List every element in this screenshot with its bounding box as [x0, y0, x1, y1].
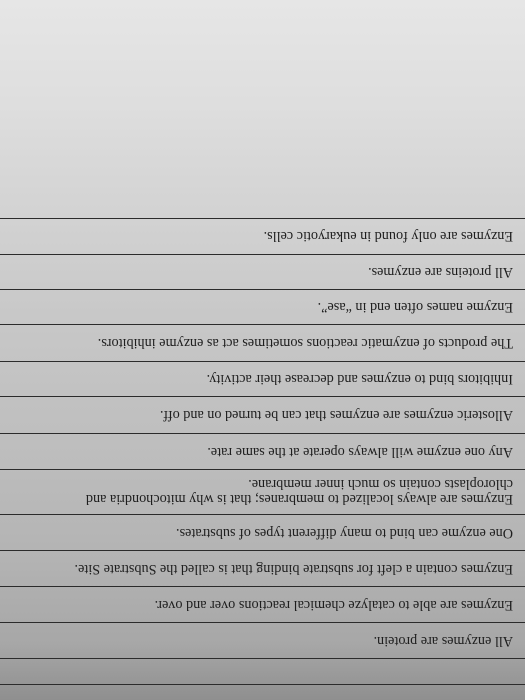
- statement-table: [0, 218, 525, 685]
- statement-row: [0, 586, 525, 622]
- statement-row: [0, 433, 525, 469]
- statement-text: Enzymes are only found in eukaryotic cells.: [263, 228, 513, 244]
- statement-text: All proteins are enzymes.: [368, 264, 513, 280]
- statement-row: [0, 396, 525, 433]
- statement-text: Allosteric enzymes are enzymes that can be turned on and off.: [159, 407, 513, 423]
- statement-text: Inhibitors bind to enzymes and decrease their activity.: [206, 371, 513, 387]
- statement-text: Enzymes are able to catalyze chemical reactions over and over.: [154, 597, 513, 613]
- statement-row: [0, 469, 525, 514]
- statement-text: Enzymes are always localized to membranes; that is why mitochondria and chloroplasts contain so much inner membrane.: [85, 476, 513, 507]
- statement-row: [0, 550, 525, 586]
- statement-text: Enzyme names often end in “ase”.: [317, 299, 513, 315]
- statement-text: One enzyme can bind to many different types of substrates.: [176, 525, 513, 541]
- statement-row: [0, 254, 525, 289]
- statement-row: [0, 218, 525, 254]
- statement-text: All enzymes are protein.: [373, 633, 513, 649]
- statement-text: Any one enzyme will always operate at the same rate.: [207, 444, 513, 460]
- statement-text: Enzymes contain a cleft for substrate binding that is called the Substrate Site.: [74, 561, 513, 577]
- statement-row: [0, 622, 525, 658]
- statement-row: [0, 361, 525, 396]
- statement-row: [0, 289, 525, 324]
- statement-row: [0, 324, 525, 361]
- statement-row: [0, 514, 525, 550]
- table-row-blank: [0, 658, 525, 684]
- statement-text: The products of enzymatic reactions sometimes act as enzyme inhibitors.: [97, 335, 513, 351]
